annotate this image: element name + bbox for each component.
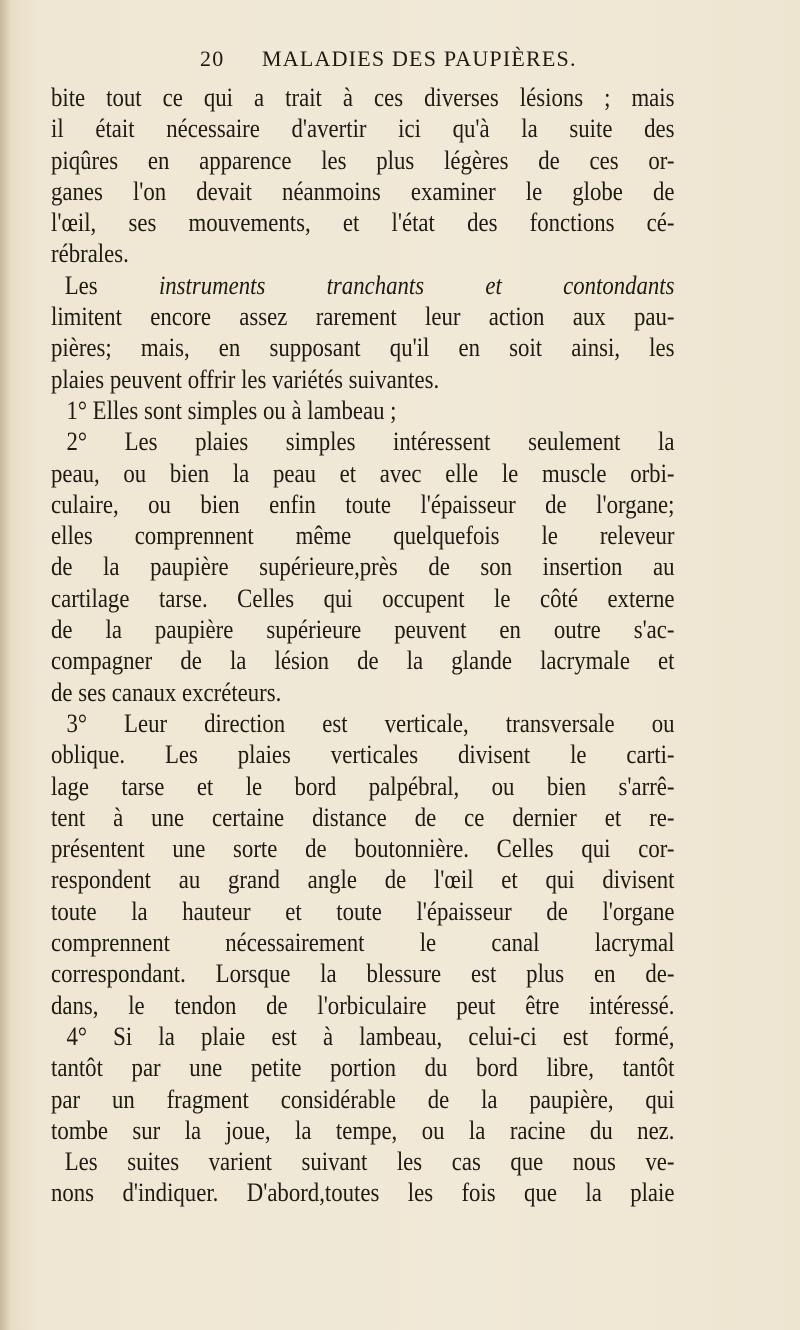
text-line: par un fragment considérable de la paupière, qui — [51, 1083, 675, 1114]
text-line: tantôt par une petite portion du bord libre, tantôt — [51, 1052, 675, 1083]
text-line: peau, ou bien la peau et avec elle le muscle orbi- — [51, 457, 675, 488]
text-line: Les suites varient suivant les cas que nous ve- — [64, 1146, 675, 1177]
text-line: elles comprennent même quelquefois le releveur — [51, 520, 675, 551]
text-line: l'œil, ses mouvements, et l'état des fonctions cé- — [51, 207, 675, 238]
text-line: piqûres en apparence les plus légères de ces or- — [51, 144, 675, 175]
body-text — [51, 82, 675, 1209]
text-line: 2° Les plaies simples intéressent seulement la — [66, 426, 675, 457]
text-line: lage tarse et le bord palpébral, ou bien s'arrê- — [51, 770, 675, 801]
text-line: cartilage tarse. Celles qui occupent le côté externe — [51, 582, 675, 613]
text-line: limitent encore assez rarement leur action aux pau- — [51, 301, 675, 332]
text-line: présentent une sorte de boutonnière. Celles qui cor- — [51, 833, 675, 864]
text-line: toute la hauteur et toute l'épaisseur de l'organe — [51, 895, 675, 926]
text-line: bite tout ce qui a trait à ces diverses lésions ; mais — [51, 82, 675, 112]
text-line: 3° Leur direction est verticale, transversale ou — [66, 707, 675, 738]
spine-shadow — [0, 0, 10, 1330]
text-line: respondent au grand angle de l'œil et qui divisent — [51, 864, 675, 895]
text-line: ganes l'on devait néanmoins examiner le globe de — [51, 175, 675, 206]
text-line: nons d'indiquer. D'abord,toutes les fois que la plaie — [51, 1177, 675, 1208]
running-title: MALADIES DES PAUPIÈRES. — [262, 46, 577, 71]
text-line: de la paupière supérieure peuvent en outre s'ac- — [51, 614, 675, 645]
text-line: dans, le tendon de l'orbiculaire peut être intéressé. — [51, 989, 675, 1020]
text-line: tent à une certaine distance de ce dernier et re- — [51, 801, 675, 832]
text-line: de ses canaux excréteurs. — [51, 676, 282, 707]
text-line: rébrales. — [51, 238, 129, 269]
text-fragment: Les — [64, 269, 159, 300]
text-line: culaire, ou bien enfin toute l'épaisseur de l'organe; — [51, 488, 675, 519]
text-line: pières; mais, en supposant qu'il en soit ainsi, les — [51, 332, 675, 363]
text-line: tombe sur la joue, la tempe, ou la racine du nez. — [51, 1114, 675, 1145]
text-line: plaies peuvent offrir les variétés suivantes. — [51, 363, 440, 394]
text-line: compagner de la lésion de la glande lacrymale et — [51, 645, 675, 676]
text-line: de la paupière supérieure,près de son insertion au — [51, 551, 675, 582]
italic-phrase: instruments tranchants et contondants — [158, 269, 675, 300]
text-line: oblique. Les plaies verticales divisent le carti- — [51, 739, 675, 770]
text-line: 1° Elles sont simples ou à lambeau ; — [66, 394, 397, 425]
text-line: correspondant. Lorsque la blessure est plus en de- — [51, 958, 675, 989]
page-header — [200, 44, 620, 74]
text-line: 4° Si la plaie est à lambeau, celui-ci est formé, — [66, 1020, 675, 1051]
page-number: 20 — [200, 46, 225, 71]
text-line: il était nécessaire d'avertir ici qu'à la suite des — [51, 113, 675, 144]
text-line-with-italic — [51, 270, 675, 301]
text-line: comprennent nécessairement le canal lacrymal — [51, 927, 675, 958]
